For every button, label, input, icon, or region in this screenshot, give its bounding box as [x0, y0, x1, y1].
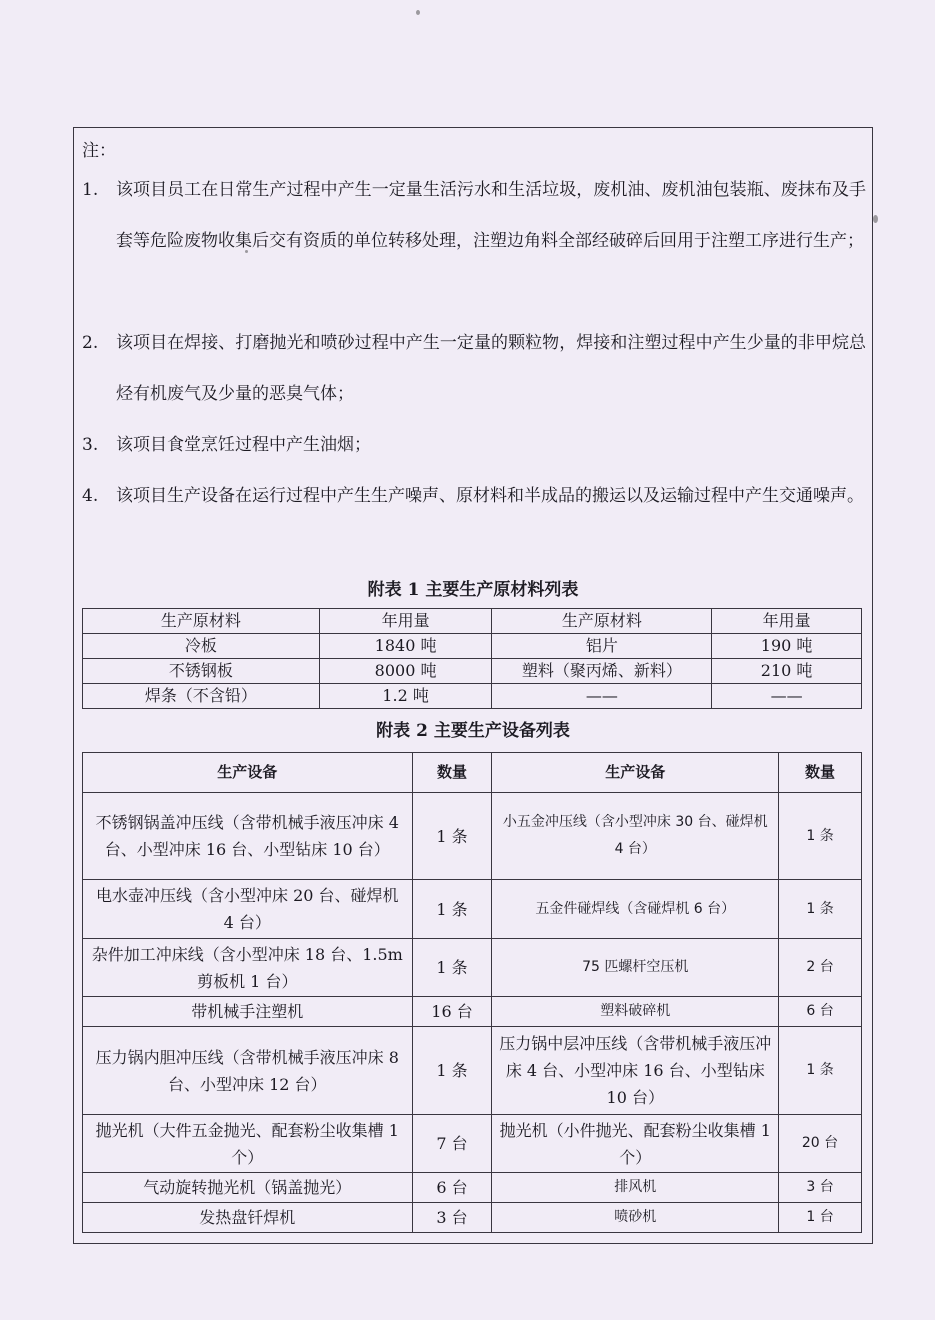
table-cell: 20 台 — [779, 1115, 862, 1173]
table-cell: 1 条 — [779, 880, 862, 939]
table-cell: —— — [492, 684, 712, 709]
table-cell: 7 台 — [412, 1115, 492, 1173]
table-cell: 1 条 — [412, 1027, 492, 1115]
table-cell: 1 条 — [412, 793, 492, 880]
table-cell: 塑料破碎机 — [492, 997, 779, 1027]
table-cell: 8000 吨 — [319, 659, 492, 684]
header-cell: 数量 — [779, 753, 862, 793]
header-cell: 生产设备 — [83, 753, 413, 793]
table-cell: 焊条（不含铅） — [83, 684, 320, 709]
table-cell: 1840 吨 — [319, 634, 492, 659]
table-cell: 1 条 — [412, 880, 492, 939]
note-number: 1. — [82, 180, 99, 200]
table-cell: 1 条 — [779, 1027, 862, 1115]
note-number: 3. — [82, 435, 99, 455]
equipment-table — [82, 752, 862, 1233]
table-row — [83, 659, 862, 684]
table-cell: 抛光机（大件五金抛光、配套粉尘收集槽 1 个） — [83, 1115, 413, 1173]
table-cell: 排风机 — [492, 1173, 779, 1203]
header-cell: 生产原材料 — [492, 609, 712, 634]
table-cell: 1 台 — [779, 1203, 862, 1233]
table-row — [83, 793, 862, 880]
table-cell: 1 条 — [412, 939, 492, 997]
header-cell: 年用量 — [319, 609, 492, 634]
table2-caption: 附表 2 主要生产设备列表 — [376, 721, 570, 741]
table-row — [83, 634, 862, 659]
table-cell: 1.2 吨 — [319, 684, 492, 709]
note-text: 该项目在焊接、打磨抛光和喷砂过程中产生一定量的颗粒物，焊接和注塑过程中产生少量的非甲烷总烃有机废气及少量的恶臭气体； — [116, 333, 866, 404]
table-cell: 3 台 — [412, 1203, 492, 1233]
note-number: 2. — [82, 333, 99, 353]
table-cell: 75 匹螺杆空压机 — [492, 939, 779, 997]
table-cell: 190 吨 — [712, 634, 862, 659]
note-text: 该项目员工在日常生产过程中产生一定量生活污水和生活垃圾，废机油、废机油包装瓶、废抹布及手套等危险废物收集后交有资质的单位转移处理，注塑边角料全部经破碎后回用于注塑工序进行生产； — [116, 180, 866, 251]
table-row — [83, 939, 862, 997]
table-cell: 3 台 — [779, 1173, 862, 1203]
header-cell: 生产原材料 — [83, 609, 320, 634]
table-cell: 小五金冲压线（含小型冲床 30 台、碰焊机 4 台） — [492, 793, 779, 880]
table-row — [83, 1203, 862, 1233]
table-cell: 五金件碰焊线（含碰焊机 6 台） — [492, 880, 779, 939]
table-cell: 压力锅内胆冲压线（含带机械手液压冲床 8 台、小型冲床 12 台） — [83, 1027, 413, 1115]
table-row — [83, 684, 862, 709]
table-cell: 抛光机（小件抛光、配套粉尘收集槽 1 个） — [492, 1115, 779, 1173]
table-row — [83, 1027, 862, 1115]
table-cell: 2 台 — [779, 939, 862, 997]
table-cell: 6 台 — [412, 1173, 492, 1203]
table-row — [83, 997, 862, 1027]
table-cell: —— — [712, 684, 862, 709]
table-cell: 6 台 — [779, 997, 862, 1027]
table-row — [83, 1115, 862, 1173]
table-cell: 带机械手注塑机 — [83, 997, 413, 1027]
table1-caption: 附表 1 主要生产原材料列表 — [367, 580, 579, 600]
table-cell: 气动旋转抛光机（锅盖抛光） — [83, 1173, 413, 1203]
table-cell: 16 台 — [412, 997, 492, 1027]
note-item — [82, 420, 866, 471]
table-header-row — [83, 753, 862, 793]
table-row — [83, 880, 862, 939]
note-number: 4. — [82, 486, 99, 506]
header-cell: 数量 — [412, 753, 492, 793]
note-item — [82, 165, 866, 267]
table-cell: 不锈钢板 — [83, 659, 320, 684]
raw-materials-table — [82, 608, 862, 709]
table-cell: 电水壶冲压线（含小型冲床 20 台、碰焊机 4 台） — [83, 880, 413, 939]
scan-speck — [873, 215, 878, 223]
header-cell: 年用量 — [712, 609, 862, 634]
header-cell: 生产设备 — [492, 753, 779, 793]
table-cell: 铝片 — [492, 634, 712, 659]
table-cell: 塑料（聚丙烯、新料） — [492, 659, 712, 684]
content-frame — [73, 127, 873, 1244]
table-cell: 1 条 — [779, 793, 862, 880]
table-cell: 发热盘钎焊机 — [83, 1203, 413, 1233]
table-cell: 210 吨 — [712, 659, 862, 684]
table-cell: 压力锅中层冲压线（含带机械手液压冲床 4 台、小型冲床 16 台、小型钻床 10 台） — [492, 1027, 779, 1115]
table-cell: 杂件加工冲床线（含小型冲床 18 台、1.5m 剪板机 1 台） — [83, 939, 413, 997]
note-item — [82, 318, 866, 420]
note-text: 该项目食堂烹饪过程中产生油烟； — [116, 435, 371, 455]
table-cell: 不锈钢锅盖冲压线（含带机械手液压冲床 4 台、小型冲床 16 台、小型钻床 10 台） — [83, 793, 413, 880]
bleed-through-text — [115, 72, 875, 90]
table-cell: 冷板 — [83, 634, 320, 659]
scan-speck — [416, 10, 420, 15]
note-title: 注： — [82, 141, 116, 161]
table-header-row — [83, 609, 862, 634]
table-row — [83, 1173, 862, 1203]
note-text: 该项目生产设备在运行过程中产生生产噪声、原材料和半成品的搬运以及运输过程中产生交通噪声。 — [116, 486, 864, 506]
note-item — [82, 471, 866, 522]
table-cell: 喷砂机 — [492, 1203, 779, 1233]
